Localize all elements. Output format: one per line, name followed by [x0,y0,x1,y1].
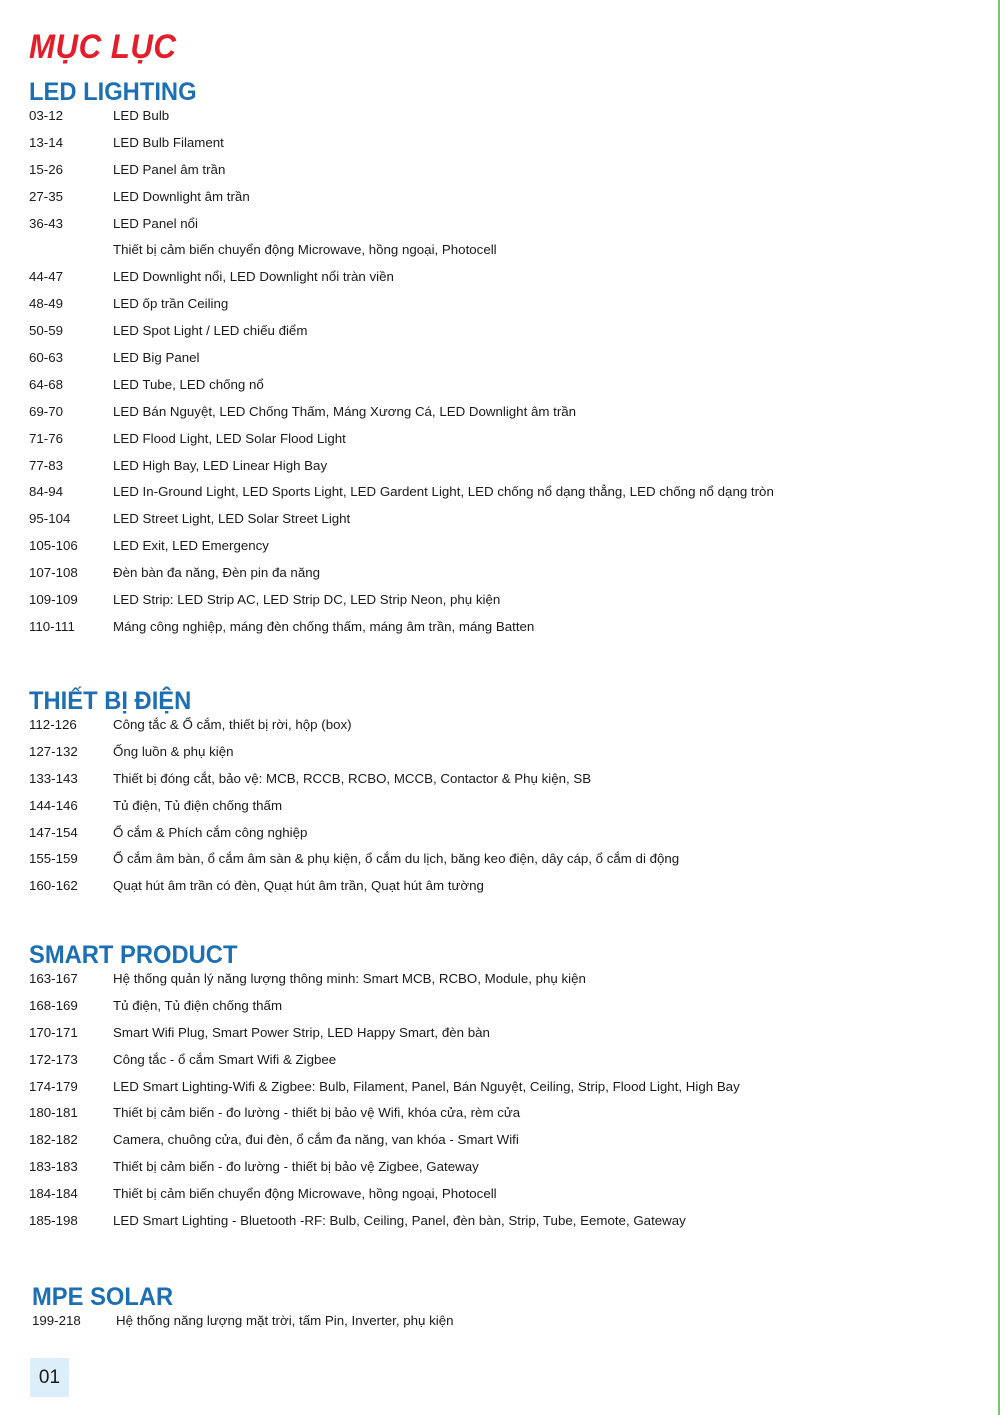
toc-entry-pages [29,242,113,269]
toc-entry-pages: 127-132 [29,743,78,759]
toc-entry-label: LED Downlight nổi, LED Downlight nổi tràn viền [113,269,394,285]
toc-entry-label: LED Smart Lighting - Bluetooth -RF: Bulb, Ceiling, Panel, đèn bàn, Strip, Tube, Eemote, Gateway [113,1213,686,1229]
toc-entry-pages: 03-12 [29,108,64,123]
toc-entry-pages: 95-104 [29,511,71,527]
toc-entry [29,1025,979,1052]
toc-entry-label: Quạt hút âm trần có đèn, Quạt hút âm trần, Quạt hút âm tường [113,878,484,894]
toc-entry-label: Ổ cắm & Phích cắm công nghiệp [113,824,308,840]
toc-entry [29,744,979,771]
toc-entry [29,798,979,825]
toc-entry-label: Đèn bàn đa năng, Đèn pin đa năng [113,565,321,581]
toc-entry-label: Hệ thống quản lý năng lượng thông minh: Smart MCB, RCBO, Module, phụ kiện [113,971,586,986]
page-title: MỤC LỤC [29,28,177,66]
toc-entry-pages: 107-108 [29,565,78,581]
toc-entry-label: Ổ cắm âm bàn, ổ cắm âm sàn & phụ kiện, ổ cắm du lịch, băng keo điện, dây cáp, ổ cắm di động [113,851,680,867]
toc-entry-pages: 109-109 [29,592,78,608]
toc-entry [29,269,979,296]
toc-entry [29,998,979,1025]
toc-entry-label: LED ốp trần Ceiling [113,296,229,312]
toc-entry-pages: 77-83 [29,457,64,473]
toc-entry [29,135,979,162]
toc-entry-label: Ống luồn & phụ kiện [113,743,234,759]
toc-entry-pages: 182-182 [29,1132,78,1148]
toc-entry-pages: 133-143 [29,770,78,786]
section-smart-product [29,939,979,1240]
toc-entry [29,851,979,878]
toc-entry-pages: 155-159 [29,851,78,867]
section-led-lighting [29,76,979,646]
toc-entry-label: Thiết bị cảm biến chuyển động Microwave, hồng ngoại, Photocell [113,242,497,258]
toc-entry [29,458,979,485]
toc-entry [29,216,979,243]
toc-entry [29,377,979,404]
toc-list [29,717,979,905]
toc-entry-label: LED Big Panel [113,350,200,366]
toc-entry-pages: 185-198 [29,1213,78,1229]
section-thiet-bi-dien [29,685,979,905]
toc-entry-label: Thiết bị cảm biến - đo lường - thiết bị bảo vệ Zigbee, Gateway [113,1159,479,1175]
toc-entry-label: LED Panel âm trần [113,161,226,177]
toc-entry-label: Tủ điện, Tủ điện chống thấm [113,797,283,813]
toc-entry [29,296,979,323]
toc-entry-pages: 48-49 [29,296,64,312]
toc-entry-pages: 60-63 [29,350,64,366]
toc-entry [29,511,979,538]
toc-list [29,971,979,1240]
toc-entry [29,484,979,511]
toc-entry-label: Smart Wifi Plug, Smart Power Strip, LED Happy Smart, đèn bàn [113,1024,490,1040]
toc-entry [29,404,979,431]
toc-entry [32,1313,982,1340]
toc-entry [29,108,979,135]
toc-entry [29,1186,979,1213]
toc-entry-label: LED Tube, LED chống nổ [113,376,264,392]
toc-entry [29,538,979,565]
toc-entry-label: LED Bulb [113,108,170,123]
toc-entry-label: Công tắc & Ổ cắm, thiết bị rời, hộp (box) [113,717,352,732]
toc-entry [29,1079,979,1106]
toc-entry-label: LED Bán Nguyệt, LED Chống Thấm, Máng Xương Cá, LED Downlight âm trần [113,403,577,419]
toc-entry-label: Thiết bị cảm biến - đo lường - thiết bị bảo vệ Wifi, khóa cửa, rèm cửa [113,1105,521,1121]
toc-entry-label: LED Street Light, LED Solar Street Light [113,511,351,527]
toc-entry-pages: 144-146 [29,797,78,813]
toc-entry-pages: 15-26 [29,161,64,177]
toc-entry [29,971,979,998]
toc-entry-label: Thiết bị cảm biến chuyển động Microwave, hồng ngoại, Photocell [113,1186,497,1202]
toc-list [29,108,979,646]
toc-entry-pages: 172-173 [29,1051,78,1067]
toc-entry-pages: 36-43 [29,215,64,231]
toc-entry-label: LED Downlight âm trần [113,188,250,204]
toc-entry [29,350,979,377]
toc-entry-pages: 27-35 [29,188,64,204]
toc-entry [29,162,979,189]
toc-entry-label: LED In-Ground Light, LED Sports Light, LED Gardent Light, LED chống nổ dạng thẳng, LED chống nổ dạng tròn [113,484,774,500]
toc-entry-label: LED High Bay, LED Linear High Bay [113,457,328,473]
toc-entry-label: Máng công nghiệp, máng đèn chống thấm, máng âm trần, máng Batten [113,618,535,634]
toc-entry [29,242,979,269]
toc-entry [29,431,979,458]
section-heading: SMART PRODUCT [29,941,238,969]
toc-entry [29,1213,979,1240]
toc-entry-label: Công tắc - ổ cắm Smart Wifi & Zigbee [113,1051,337,1067]
toc-entry-pages: 174-179 [29,1078,78,1094]
toc-entry-label: LED Strip: LED Strip AC, LED Strip DC, LED Strip Neon, phụ kiện [113,592,501,608]
toc-entry [29,1132,979,1159]
toc-entry-label: LED Spot Light / LED chiếu điểm [113,323,308,339]
section-heading: THIẾT BỊ ĐIỆN [29,687,192,715]
toc-entry-label: LED Smart Lighting-Wifi & Zigbee: Bulb, Filament, Panel, Bán Nguyệt, Ceiling, Strip, Flood Light, High Bay [113,1078,740,1094]
toc-entry-pages: 168-169 [29,997,78,1013]
toc-entry [29,1105,979,1132]
toc-entry-pages: 64-68 [29,376,64,392]
toc-entry [29,825,979,852]
toc-entry-pages: 105-106 [29,538,78,554]
toc-entry [29,878,979,905]
toc-entry-pages: 84-94 [29,484,64,500]
toc-entry [29,1159,979,1186]
page-number: 01 [30,1358,69,1397]
toc-entry-pages: 163-167 [29,971,78,986]
toc-entry-pages: 184-184 [29,1186,78,1202]
toc-list [32,1313,982,1340]
toc-entry-pages: 180-181 [29,1105,78,1121]
toc-entry-label: Tủ điện, Tủ điện chống thấm [113,997,283,1013]
toc-entry [29,189,979,216]
toc-entry-pages: 183-183 [29,1159,78,1175]
toc-entry-pages: 147-154 [29,824,78,840]
toc-entry [29,323,979,350]
section-heading: MPE SOLAR [32,1283,174,1311]
toc-entry [29,592,979,619]
toc-entry-label: Camera, chuông cửa, đui đèn, ổ cắm đa năng, van khóa - Smart Wifi [113,1132,519,1148]
toc-entry-label: LED Exit, LED Emergency [113,538,269,554]
toc-entry-label: Thiết bị đóng cắt, bảo vệ: MCB, RCCB, RCBO, MCCB, Contactor & Phụ kiện, SB [113,770,592,786]
toc-entry-pages: 110-111 [29,618,75,634]
toc-entry-pages: 13-14 [29,134,64,150]
toc-entry [29,619,979,646]
toc-entry-pages: 69-70 [29,403,64,419]
toc-entry [29,1052,979,1079]
toc-entry-label: LED Flood Light, LED Solar Flood Light [113,430,346,446]
toc-entry-pages: 170-171 [29,1024,78,1040]
toc-entry-pages: 50-59 [29,323,64,339]
section-mpe-solar [32,1281,982,1340]
toc-entry-label: LED Panel nổi [113,215,199,231]
toc-entry-pages: 199-218 [32,1313,81,1328]
toc-entry [29,771,979,798]
toc-entry-pages: 44-47 [29,269,64,285]
section-heading: LED LIGHTING [29,78,197,106]
toc-entry-pages: 71-76 [29,430,64,446]
toc-entry-pages: 112-126 [29,717,77,732]
toc-entry [29,717,979,744]
toc-entry [29,565,979,592]
toc-entry-label: Hệ thống năng lượng mặt trời, tấm Pin, Inverter, phụ kiện [116,1313,454,1328]
toc-entry-label: LED Bulb Filament [113,134,224,150]
toc-entry-pages: 160-162 [29,878,78,894]
